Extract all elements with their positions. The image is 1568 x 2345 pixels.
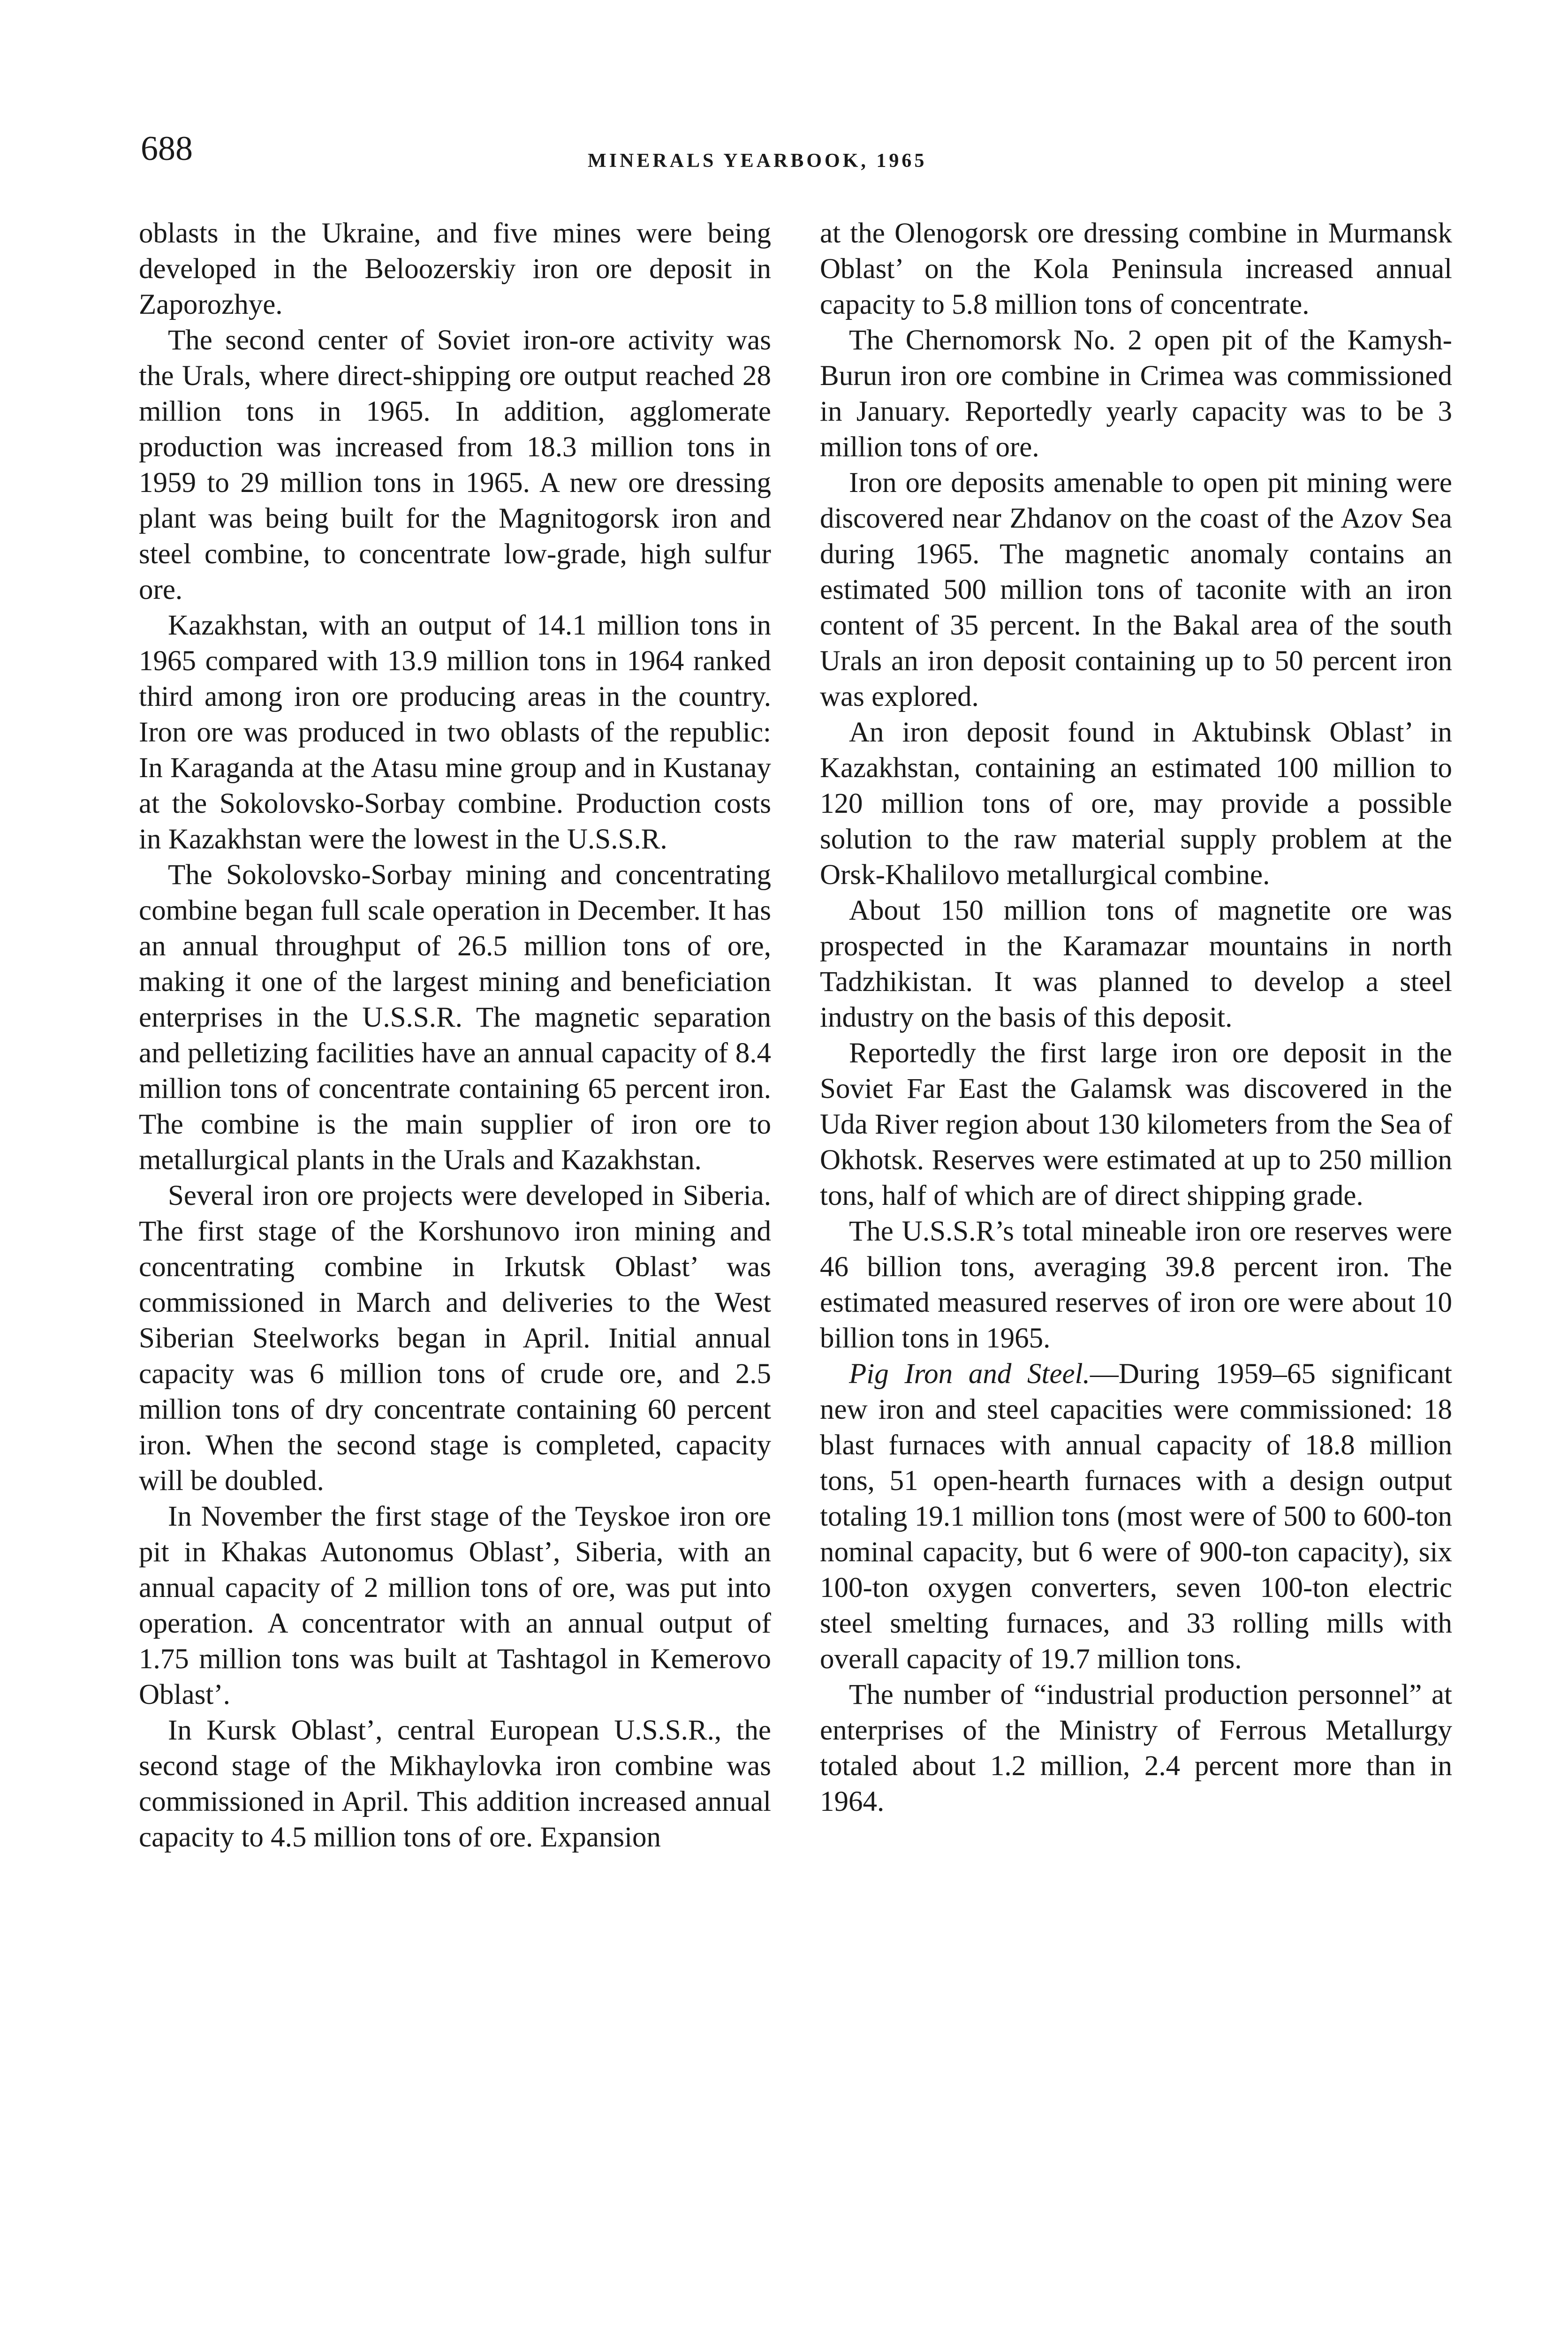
section-heading: Pig Iron and Steel. [849,1358,1090,1390]
running-title: MINERALS YEARBOOK, 1965 [588,150,927,172]
right-column [820,216,1452,1820]
paragraph: The Chernomorsk No. 2 open pit of the Kamysh-Burun iron ore combine in Crimea was commissioned in January. Reportedly yearly capacity was to be 3 million tons of ore. [820,325,1452,463]
page-number: 688 [141,129,193,168]
paragraph: An iron deposit found in Aktubinsk Oblast’ in Kazakhstan, containing an estimated 100 million to 120 million tons of ore, may provide a possible solution to the raw material supply problem at the Orsk-Khalilovo metallurgical combine. [820,717,1452,891]
section-paragraph [820,1356,1452,1677]
paragraph: About 150 million tons of magnetite ore was prospected in the Karamazar mountains in north Tadzhikistan. It was planned to develop a steel industry on the basis of this deposit. [820,895,1452,1033]
paragraph: Reportedly the first large iron ore deposit in the Soviet Far East the Galamsk was discovered in the Uda River region about 130 kilometers from the Sea of Okhotsk. Reserves were estimated at up to 250 million tons, half of which are of direct shipping grade. [820,1037,1452,1211]
paragraph: Kazakhstan, with an output of 14.1 million tons in 1965 compared with 13.9 million tons in 1964 ranked third among iron ore producing areas in the country. Iron ore was produced in two oblasts of the republic: In Karaganda at the Atasu mine group and in Kustanay at the Sokolovsko-Sorbay combine. Production costs in Kazakhstan were the lowest in the U.S.S.R. [139,610,771,855]
paragraph: The Sokolovsko-Sorbay mining and concentrating combine began full scale operation in December. It has an annual throughput of 26.5 million tons of ore, making it one of the largest mining and beneficiation enterprises in the U.S.S.R. The magnetic separation and pelletizing facilities have an annual capacity of 8.4 million tons of concentrate containing 65 percent iron. The combine is the main supplier of iron ore to metallurgical plants in the Urals and Kazakhstan. [139,859,771,1176]
paragraph: The number of “industrial production personnel” at enterprises of the Ministry of Ferrous Metallurgy totaled about 1.2 million, 2.4 percent more than in 1964. [820,1679,1452,1817]
paragraph: The U.S.S.R’s total mineable iron ore reserves were 46 billion tons, averaging 39.8 percent iron. The estimated measured reserves of iron ore were about 10 billion tons in 1965. [820,1216,1452,1354]
left-column [139,216,771,1855]
section-text: —During 1959–65 significant new iron and steel capacities were commissioned: 18 blast furnaces with annual capacity of 18.8 million tons, 51 open-hearth furnaces with a design output totaling 19.1 million tons (most were of 500 to 600-ton nominal capacity, but 6 were of 900-ton capacity), six 100-ton oxygen converters, seven 100-ton electric steel smelting furnaces, and 33 rolling mills with overall capacity of 19.7 million tons. [820,1358,1452,1675]
paragraph: at the Olenogorsk ore dressing combine in Murmansk Oblast’ on the Kola Peninsula increased annual capacity to 5.8 million tons of concentrate. [820,218,1452,320]
paragraph: oblasts in the Ukraine, and five mines were being developed in the Beloozerskiy iron ore deposit in Zaporozhye. [139,218,771,320]
paragraph: Several iron ore projects were developed in Siberia. The first stage of the Korshunovo iron mining and concentrating combine in Irkutsk Oblast’ was commissioned in March and deliveries to the West Siberian Steelworks began in April. Initial annual capacity was 6 million tons of crude ore, and 2.5 million tons of dry concentrate containing 60 percent iron. When the second stage is completed, capacity will be doubled. [139,1180,771,1497]
paragraph: The second center of Soviet iron-ore activity was the Urals, where direct-shipping ore output reached 28 million tons in 1965. In addition, agglomerate production was increased from 18.3 million tons in 1959 to 29 million tons in 1965. A new ore dressing plant was being built for the Magnitogorsk iron and steel combine, to concentrate low-grade, high sulfur ore. [139,325,771,605]
paragraph: In November the first stage of the Teyskoe iron ore pit in Khakas Autonomus Oblast’, Siberia, with an annual capacity of 2 million tons of ore, was put into operation. A concentrator with an annual output of 1.75 million tons was built at Tashtagol in Kemerovo Oblast’. [139,1501,771,1710]
paragraph: In Kursk Oblast’, central European U.S.S.R., the second stage of the Mikhaylovka iron combine was commissioned in April. This addition increased annual capacity to 4.5 million tons of ore. Expansion [139,1715,771,1853]
paragraph: Iron ore deposits amenable to open pit mining were discovered near Zhdanov on the coast of the Azov Sea during 1965. The magnetic anomaly contains an estimated 500 million tons of taconite with an iron content of 35 percent. In the Bakal area of the south Urals an iron deposit containing up to 50 percent iron was explored. [820,467,1452,712]
